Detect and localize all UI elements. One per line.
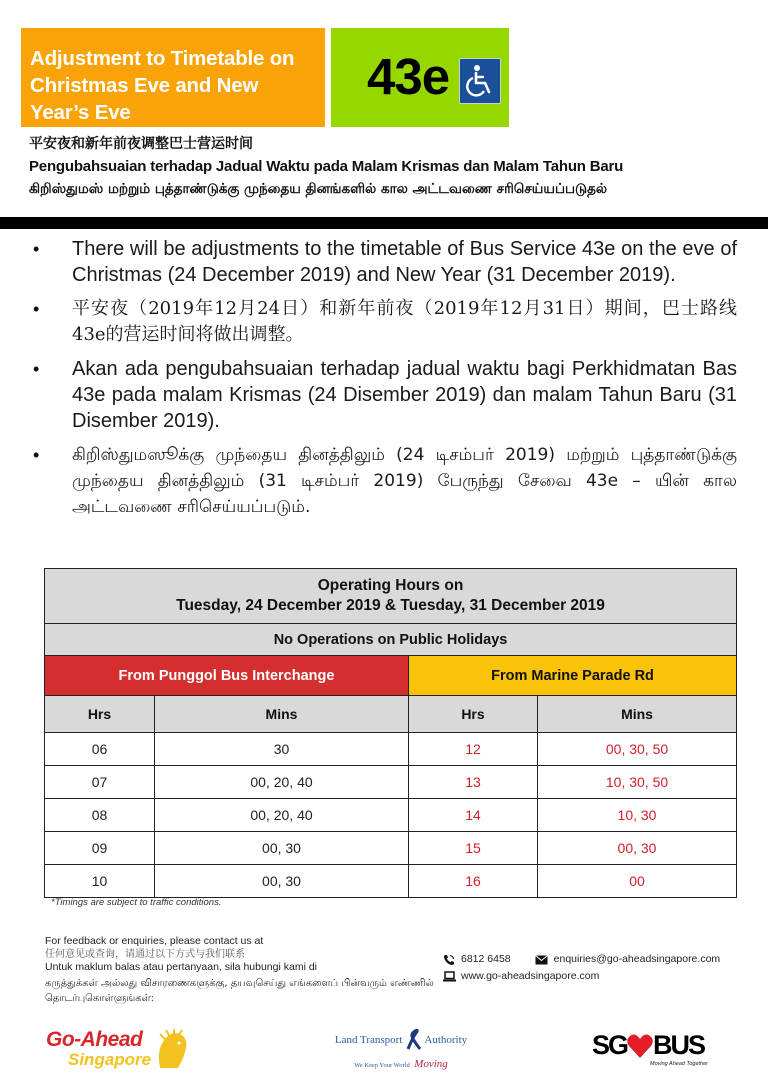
timetable-title-line1: Operating Hours on <box>317 577 464 594</box>
bullet-tamil <box>30 442 737 520</box>
timetable <box>44 568 737 898</box>
table-row <box>45 832 737 865</box>
bullet-dot-icon: • <box>33 445 40 465</box>
merlion-icon <box>152 1028 192 1070</box>
hrs-cell: 09 <box>45 832 155 865</box>
subtitle-chinese: 平安夜和新年前夜调整巴士营运时间 <box>29 136 253 152</box>
laptop-icon <box>442 971 456 983</box>
lta-logo <box>326 1026 476 1076</box>
hrs-cell: 16 <box>409 865 538 898</box>
route-number: 43e <box>367 48 450 105</box>
bullet-malay <box>30 356 737 434</box>
table-row <box>45 799 737 832</box>
subtitle-malay: Pengubahsuaian terhadap Jadual Waktu pada Malam Krismas dan Malam Tahun Baru <box>29 158 624 175</box>
bullet-text: கிறிஸ்துமஸூக்கு முந்தைய தினத்திலும் (24 டிசம்பர் 2019) மற்றும் புத்தாண்டுக்கு முந்தைய தினத்திலும் (31 டிசம்பர் 2019) பேருந்து சேவை 43e – யின் கால அட்டவணை சரிசெய்யப்படும். <box>72 445 737 517</box>
go-ahead-wordmark: Go-Ahead <box>46 1028 143 1051</box>
col-header-hrs: Hrs <box>45 696 155 733</box>
wheelchair-icon <box>459 58 501 104</box>
col-header-mins: Mins <box>538 696 737 733</box>
contact-details <box>442 951 720 985</box>
mins-cell: 00, 30 <box>155 832 409 865</box>
contact-intro-ms: Untuk maklum balas atau pertanyaan, sila hubungi kami di <box>45 961 317 973</box>
bullet-dot-icon: • <box>33 239 40 259</box>
mins-cell: 00, 20, 40 <box>155 799 409 832</box>
mins-cell: 00, 20, 40 <box>155 766 409 799</box>
direction-marine-parade: From Marine Parade Rd <box>409 656 737 696</box>
route-badge <box>331 28 509 127</box>
email-link[interactable]: enquiries@go-aheadsingapore.com <box>553 953 721 965</box>
bullet-dot-icon: • <box>33 359 40 379</box>
column-header-row <box>45 696 737 733</box>
direction-punggol: From Punggol Bus Interchange <box>45 656 409 696</box>
mins-cell: 30 <box>155 733 409 766</box>
sg-bus-logo <box>592 1028 727 1073</box>
footer-logos <box>0 1020 768 1080</box>
sgbus-tagline: Moving Ahead Together <box>650 1061 708 1067</box>
envelope-icon <box>535 954 549 966</box>
timetable-notice-row <box>45 624 737 656</box>
mins-cell: 10, 30, 50 <box>538 766 737 799</box>
timing-footnote: *Timings are subject to traffic conditions. <box>51 897 222 908</box>
divider-bar <box>0 217 768 229</box>
bullet-text: Akan ada pengubahsuaian terhadap jadual waktu bagi Perkhidmatan Bas 43e pada malam Krismas (24 Disember 2019) dan malam Tahun Baru (31 Disember 2019). <box>72 358 737 432</box>
mins-cell: 00, 30 <box>538 832 737 865</box>
mins-cell: 00, 30, 50 <box>538 733 737 766</box>
lta-ribbon-icon <box>404 1029 422 1051</box>
hrs-cell: 12 <box>409 733 538 766</box>
col-header-hrs: Hrs <box>409 696 538 733</box>
hrs-cell: 14 <box>409 799 538 832</box>
public-holiday-notice: No Operations on Public Holidays <box>45 624 737 656</box>
table-row <box>45 865 737 898</box>
sgbus-wordmark-left: SG <box>592 1030 628 1060</box>
bullet-dot-icon: • <box>33 299 40 319</box>
contact-intro-en: For feedback or enquiries, please contact us at <box>45 935 264 947</box>
lta-wordmark-left: Land Transport <box>334 1034 403 1046</box>
lta-tagline: We Keep Your World <box>354 1062 410 1069</box>
timetable-title-line2: Tuesday, 24 December 2019 & Tuesday, 31 December 2019 <box>176 597 605 614</box>
hrs-cell: 13 <box>409 766 538 799</box>
contact-intro <box>45 935 445 1006</box>
notice-title-line1: Adjustment to Timetable on <box>30 47 295 70</box>
timetable-title-row <box>45 569 737 624</box>
mins-cell: 00 <box>538 865 737 898</box>
sgbus-wordmark-right: BUS <box>653 1030 705 1060</box>
table-row <box>45 766 737 799</box>
lta-wordmark-right: Authority <box>424 1034 468 1046</box>
phone-icon <box>442 954 456 966</box>
bullet-text: There will be adjustments to the timetable of Bus Service 43e on the eve of Christmas (24 December 2019) and New Year (31 December 2019). <box>72 238 737 286</box>
singapore-wordmark: Singapore <box>68 1050 152 1069</box>
table-row <box>45 733 737 766</box>
contact-intro-ta: கருத்துக்கள் அல்லது விசாரணைகளுக்கு, தயவுசெய்து எங்களைப் பின்வரும் எண்ணில் தொடர்புகொள்ளுங்கள்: <box>45 978 434 1004</box>
direction-row <box>45 656 737 696</box>
subtitle-tamil: கிறிஸ்துமஸ் மற்றும் புத்தாண்டுக்கு முந்தைய தினங்களில் கால அட்டவணை சரிசெய்யப்படுதல் <box>29 181 608 197</box>
hrs-cell: 07 <box>45 766 155 799</box>
lta-tagline-script: Moving <box>414 1058 448 1070</box>
contact-intro-zh: 任何意见或查询，请通过以下方式与我们联系 <box>45 949 245 960</box>
hrs-cell: 15 <box>409 832 538 865</box>
hrs-cell: 06 <box>45 733 155 766</box>
notice-bullets <box>30 236 737 528</box>
hrs-cell: 08 <box>45 799 155 832</box>
contact-line-2 <box>442 968 720 985</box>
timetable-title <box>45 569 737 624</box>
mins-cell: 10, 30 <box>538 799 737 832</box>
bullet-text: 平安夜（2019年12月24日）和新年前夜（2019年12月31日）期间，巴士路线43e的营运时间将做出调整。 <box>72 298 737 345</box>
subtitles <box>29 134 749 199</box>
notice-title <box>21 28 325 127</box>
go-ahead-singapore-logo <box>46 1028 196 1073</box>
bullet-chinese <box>30 296 737 348</box>
phone-number[interactable]: 6812 6458 <box>461 953 511 965</box>
hrs-cell: 10 <box>45 865 155 898</box>
website-link[interactable]: www.go-aheadsingapore.com <box>461 970 600 982</box>
notice-title-line2: Christmas Eve and New Year’s Eve <box>30 74 259 124</box>
heart-icon <box>626 1032 654 1060</box>
contact-line-1 <box>442 951 720 968</box>
col-header-mins: Mins <box>155 696 409 733</box>
bullet-english <box>30 236 737 288</box>
mins-cell: 00, 30 <box>155 865 409 898</box>
